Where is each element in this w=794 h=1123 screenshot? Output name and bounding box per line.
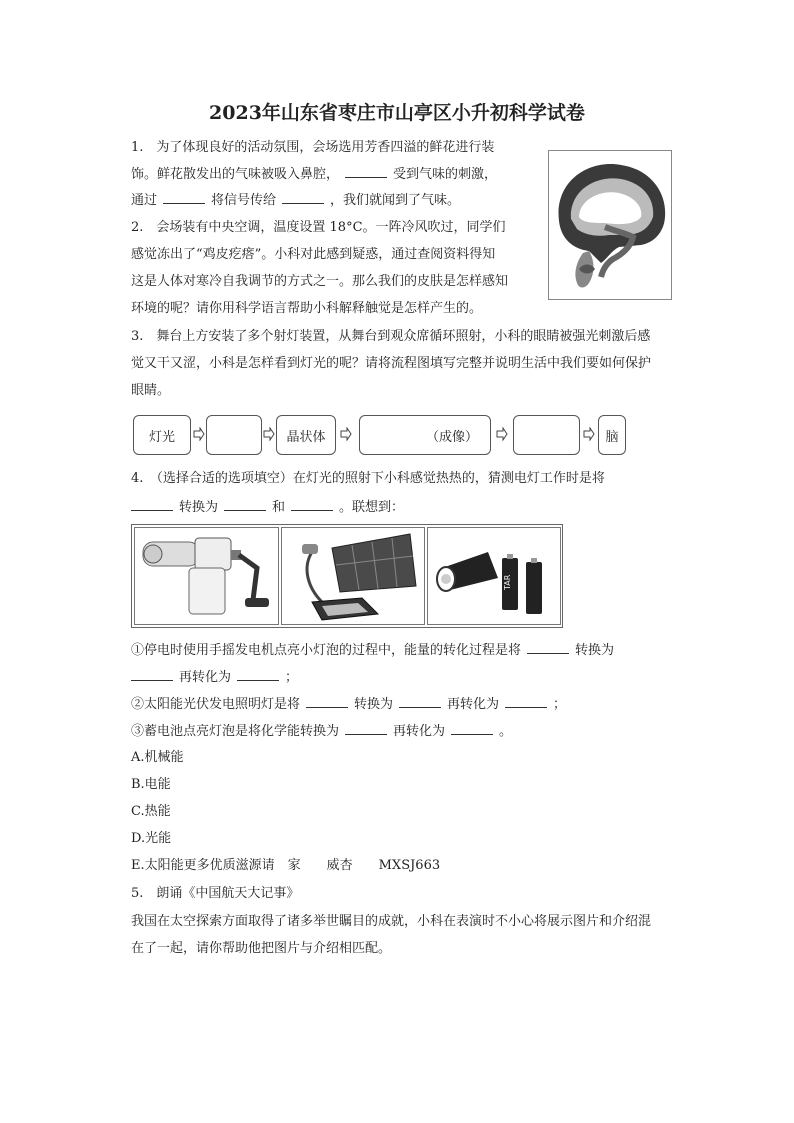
- q2-line1: 2. 会场装有中央空调，温度设置 18°C。一阵冷风吹过，同学们: [131, 220, 506, 235]
- q4-sub1-blank-2[interactable]: [131, 667, 173, 681]
- q1-line3-text-a: 通过: [131, 193, 158, 208]
- q1-line2-text-a: 饰。鲜花散发出的气味被吸入鼻腔，: [131, 167, 340, 182]
- q2-line4: 环境的呢？请你用科学语言帮助小科解释触觉是怎样产生的。: [131, 301, 483, 316]
- q1-blank-1[interactable]: [345, 164, 387, 178]
- q2-line3: 这是人体对寒冷自我调节的方式之一。那么我们的皮肤是怎样感知: [131, 274, 509, 289]
- q1-line1: 1. 为了体现良好的活动氛围，会场选用芳香四溢的鲜花进行装: [131, 140, 495, 155]
- q1-line2-text-b: 受到气味的刺激，: [393, 167, 498, 182]
- q4-sub1-text-b: 转换为: [575, 643, 615, 658]
- q1-line2: [131, 164, 497, 185]
- page-title: 2023年山东省枣庄市山亭区小升初科学试卷: [209, 102, 585, 124]
- q4-option-d: D.光能: [131, 831, 172, 846]
- q5-line2: 我国在太空探索方面取得了诸多举世瞩目的成就，小科在表演时不小心将展示图片和介绍混: [131, 914, 652, 929]
- flow-box-blank-2[interactable]: [513, 415, 580, 455]
- q1-blank-3[interactable]: [282, 190, 324, 204]
- flow-arrow-icon: [583, 427, 595, 441]
- q4-sub3-text-b: 再转化为: [393, 724, 446, 739]
- q4-sub3: [131, 721, 512, 742]
- q4-sub2-blank-3[interactable]: [505, 694, 547, 708]
- q4-sub3-text-c: 。: [499, 724, 513, 739]
- q4-sub1-line1: [131, 640, 614, 661]
- q4-line2: [131, 497, 404, 518]
- q3-line1: 3. 舞台上方安装了多个射灯装置，从舞台到观众席循环照射，小科的眼睛被强光刺激后感: [131, 329, 651, 344]
- flow-arrow-icon: [193, 427, 205, 441]
- solar-light-image: [281, 527, 425, 625]
- q4-sub1-blank-1[interactable]: [527, 640, 569, 654]
- q4-sub2: [131, 694, 566, 715]
- q4-line1: 4. （选择合适的选项填空）在灯光的照射下小科感觉热热的，猜测电灯工作时是将: [131, 471, 605, 486]
- q4-sub1-text-d: ；: [285, 670, 299, 685]
- q4-line2-text-b: 和: [272, 500, 286, 515]
- flow-arrow-icon: [340, 427, 352, 441]
- q4-sub2-text-c: 再转化为: [447, 697, 500, 712]
- q5-line1: 5. 朗诵《中国航天大记事》: [131, 886, 300, 901]
- brain-diagram-image: [548, 150, 672, 300]
- q4-option-e: E.太阳能更多优质滋源请 家 威杏 MXSJ663: [131, 858, 441, 873]
- flow-box-blank-1[interactable]: [206, 415, 262, 455]
- q4-blank-1[interactable]: [131, 497, 173, 511]
- q1-blank-2[interactable]: [163, 190, 205, 204]
- q4-sub3-blank-1[interactable]: [345, 721, 387, 735]
- q4-sub2-text-b: 转换为: [354, 697, 394, 712]
- flow-box-brain: 脑: [598, 415, 626, 455]
- q2-line2: 感觉冻出了“鸡皮疙瘩”。小科对此感到疑惑，通过查阅资料得知: [131, 247, 496, 262]
- q4-sub1-text-c: 再转化为: [179, 670, 232, 685]
- battery-label: TAR: [503, 574, 512, 590]
- flow-box-lens: 晶状体: [276, 415, 336, 455]
- q4-option-b: B.电能: [131, 777, 171, 792]
- q4-blank-2[interactable]: [224, 497, 266, 511]
- q4-sub2-blank-1[interactable]: [306, 694, 348, 708]
- q4-sub3-text-a: ③蓄电池点亮灯泡是将化学能转换为: [131, 724, 340, 739]
- q4-option-c: C.热能: [131, 804, 171, 819]
- hand-crank-generator-image: [134, 527, 279, 625]
- q4-sub2-blank-2[interactable]: [399, 694, 441, 708]
- q3-line3: 眼睛。: [131, 383, 171, 398]
- q1-line3: [131, 190, 460, 211]
- q4-sub2-text-d: ；: [553, 697, 567, 712]
- flashlight-battery-image: [427, 527, 561, 625]
- q4-sub1-blank-3[interactable]: [237, 667, 279, 681]
- q3-line2: 觉又干又涩，小科是怎样看到灯光的呢？请将流程图填写完整并说明生活中我们要如何保护: [131, 356, 652, 371]
- flow-box-imaging-label: （成像）: [425, 429, 478, 445]
- q4-sub1-line2: [131, 667, 298, 688]
- q4-blank-3[interactable]: [291, 497, 333, 511]
- q4-sub3-blank-2[interactable]: [451, 721, 493, 735]
- q5-line3: 在了一起，请你帮助他把图片与介绍相匹配。: [131, 941, 392, 956]
- flow-arrow-icon: [263, 427, 275, 441]
- q4-option-a: A.机械能: [131, 750, 184, 765]
- q1-line3-text-b: 将信号传给: [211, 193, 277, 208]
- q4-sub1-text-a: ①停电时使用手摇发电机点亮小灯泡的过程中，能量的转化过程是将: [131, 643, 522, 658]
- flow-box-imaging[interactable]: [359, 415, 491, 455]
- q4-sub2-text-a: ②太阳能光伏发电照明灯是将: [131, 697, 301, 712]
- flow-arrow-icon: [496, 427, 508, 441]
- q1-line3-text-c: ，我们就闻到了气味。: [330, 193, 461, 208]
- q4-line2-text-c: 。联想到：: [339, 500, 405, 515]
- flow-box-light: 灯光: [133, 415, 191, 455]
- q4-line2-text-a: 转换为: [179, 500, 219, 515]
